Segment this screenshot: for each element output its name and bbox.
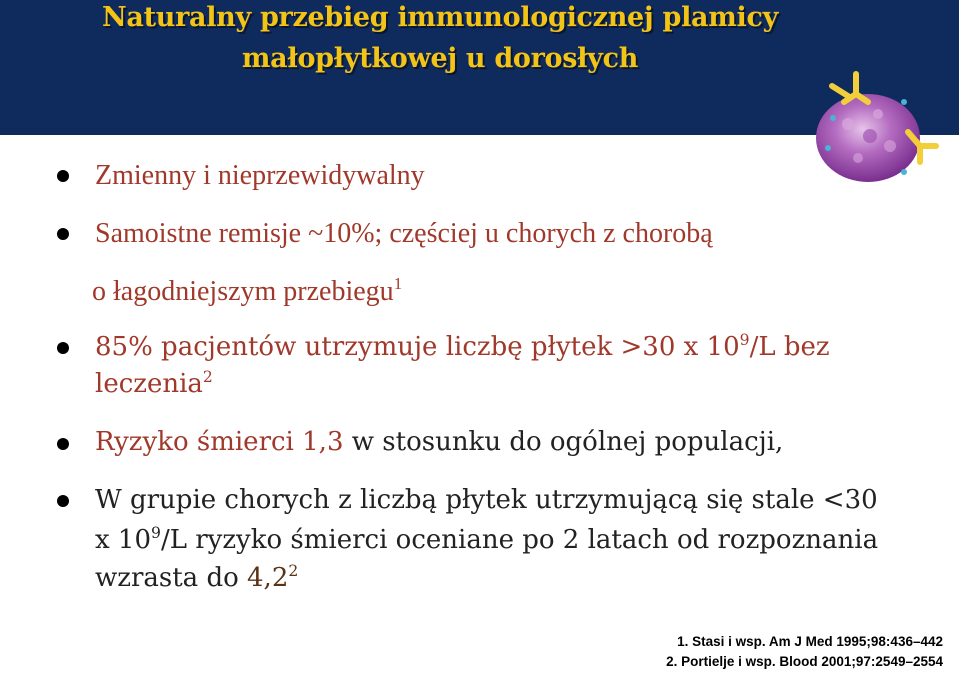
bullet-dot xyxy=(57,170,69,182)
bullet-text-platelet-count-line2: leczenia$^2$ xyxy=(95,367,213,399)
bullet-dot xyxy=(57,342,69,354)
bullet-text-low-platelet-line2: x $10^9/L$ ryzyko śmierci oceniane po 2 latach od rozpoznania xyxy=(95,523,879,555)
slide-title-line-2: małopłytkowej u dorosłych xyxy=(241,43,639,74)
reference-2: 2. Portielje i wsp. Blood 2001;97:2549–2554 xyxy=(666,654,943,669)
bullet-text-variability: Zmienny i nieprzewidywalny xyxy=(95,160,425,191)
bullet-dot xyxy=(57,495,69,507)
reference-1: 1. Stasi i wsp. Am J Med 1995;98:436–442 xyxy=(677,634,943,649)
bullet-text-low-platelet-line3: wzrasta do $4,2^2$ xyxy=(95,561,299,593)
bullet-dot xyxy=(57,228,69,240)
bullet-text-platelet-count-line1: 85% pacjentów utrzymuje liczbę płytek >30 x $10^9/L$ bez xyxy=(95,330,830,362)
bullet-text-remissions-line2: o łagodniejszym przebiegu$^1$ xyxy=(92,274,403,307)
slide-title-line-1: Naturalny przebieg immunologicznej plamicy xyxy=(102,2,778,33)
bullet-text-remissions-line1: Samoistne remisje ~10%; częściej u chorych z chorobą xyxy=(95,218,713,249)
bullet-text-low-platelet-line1: W grupie chorych z liczbą płytek utrzymującą się stale <30 xyxy=(95,485,878,515)
cell-illustration-icon xyxy=(808,66,948,186)
bullet-text-mortality-risk: Ryzyko śmierci 1,3 w stosunku do ogólnej populacji, xyxy=(95,427,784,457)
bullet-dot xyxy=(57,438,69,450)
